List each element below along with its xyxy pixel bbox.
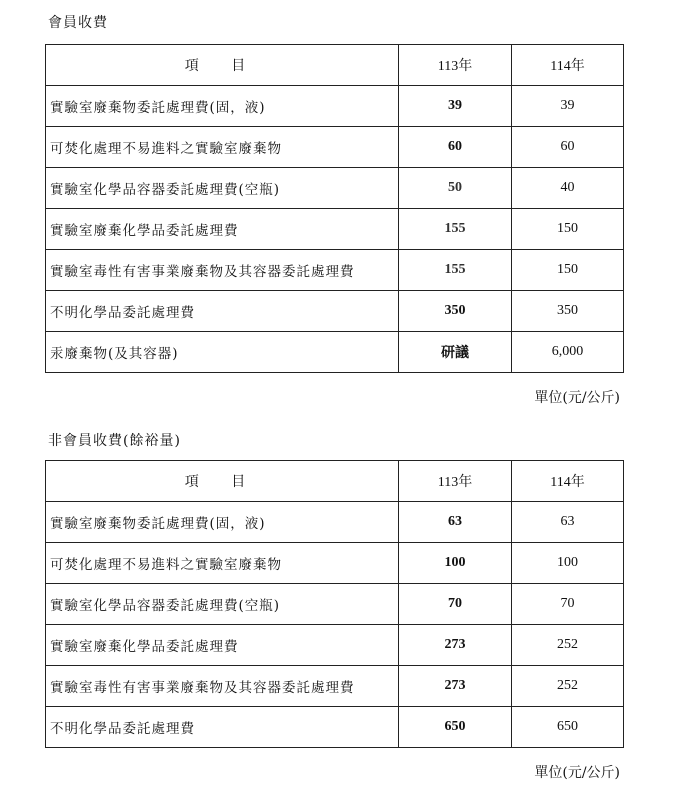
table-row <box>46 291 624 332</box>
column-header-114: 114年 <box>512 461 624 502</box>
row-item-name: 可焚化處理不易進料之實驗室廢棄物 <box>46 543 399 584</box>
row-item-name: 可焚化處理不易進料之實驗室廢棄物 <box>46 127 399 168</box>
table-row <box>46 625 624 666</box>
row-value-114: 40 <box>512 168 624 209</box>
row-value-114: 60 <box>512 127 624 168</box>
column-header-item: 項 目 <box>46 461 399 502</box>
row-value-114: 350 <box>512 291 624 332</box>
table-row <box>46 502 624 543</box>
row-item-name: 實驗室毒性有害事業廢棄物及其容器委託處理費 <box>46 666 399 707</box>
row-value-113: 155 <box>399 250 512 291</box>
table-row <box>46 707 624 748</box>
row-value-114: 100 <box>512 543 624 584</box>
row-item-name: 實驗室廢棄物委託處理費(固，液) <box>46 86 399 127</box>
table-row <box>46 666 624 707</box>
row-value-113: 60 <box>399 127 512 168</box>
row-value-114: 6,000 <box>512 332 624 373</box>
member-section-title: 會員收費 <box>48 15 108 31</box>
row-value-113: 650 <box>399 707 512 748</box>
row-value-113: 155 <box>399 209 512 250</box>
row-value-113: 39 <box>399 86 512 127</box>
table-row <box>46 168 624 209</box>
table-row <box>46 86 624 127</box>
row-item-name: 實驗室廢棄化學品委託處理費 <box>46 625 399 666</box>
row-item-name: 汞廢棄物(及其容器) <box>46 332 399 373</box>
table-row <box>46 127 624 168</box>
row-item-name: 實驗室毒性有害事業廢棄物及其容器委託處理費 <box>46 250 399 291</box>
row-item-name: 實驗室廢棄化學品委託處理費 <box>46 209 399 250</box>
table-row <box>46 250 624 291</box>
table-row <box>46 584 624 625</box>
row-value-114: 70 <box>512 584 624 625</box>
table-row <box>46 332 624 373</box>
column-header-item: 項 目 <box>46 45 399 86</box>
row-item-name: 實驗室化學品容器委託處理費(空瓶) <box>46 168 399 209</box>
row-value-114: 150 <box>512 250 624 291</box>
row-value-113: 273 <box>399 666 512 707</box>
row-value-114: 650 <box>512 707 624 748</box>
row-value-114: 252 <box>512 625 624 666</box>
table-row <box>46 543 624 584</box>
member-unit-note: 單位(元/公斤) <box>534 390 620 406</box>
row-item-name: 實驗室廢棄物委託處理費(固，液) <box>46 502 399 543</box>
row-value-114: 150 <box>512 209 624 250</box>
nonmember-fee-table <box>45 460 624 748</box>
row-value-113: 50 <box>399 168 512 209</box>
nonmember-section-title: 非會員收費(餘裕量) <box>48 433 181 449</box>
column-header-114: 114年 <box>512 45 624 86</box>
row-value-114: 252 <box>512 666 624 707</box>
row-item-name: 不明化學品委託處理費 <box>46 291 399 332</box>
row-value-113: 100 <box>399 543 512 584</box>
row-value-114: 39 <box>512 86 624 127</box>
nonmember-unit-note: 單位(元/公斤) <box>534 765 620 781</box>
row-item-name: 不明化學品委託處理費 <box>46 707 399 748</box>
column-header-113: 113年 <box>399 461 512 502</box>
row-value-114: 63 <box>512 502 624 543</box>
row-value-113: 70 <box>399 584 512 625</box>
row-value-113: 63 <box>399 502 512 543</box>
row-value-113: 研議 <box>399 332 512 373</box>
row-value-113: 350 <box>399 291 512 332</box>
row-item-name: 實驗室化學品容器委託處理費(空瓶) <box>46 584 399 625</box>
table-header-row <box>46 461 624 502</box>
member-fee-table <box>45 44 624 373</box>
table-header-row <box>46 45 624 86</box>
table-row <box>46 209 624 250</box>
column-header-113: 113年 <box>399 45 512 86</box>
row-value-113: 273 <box>399 625 512 666</box>
